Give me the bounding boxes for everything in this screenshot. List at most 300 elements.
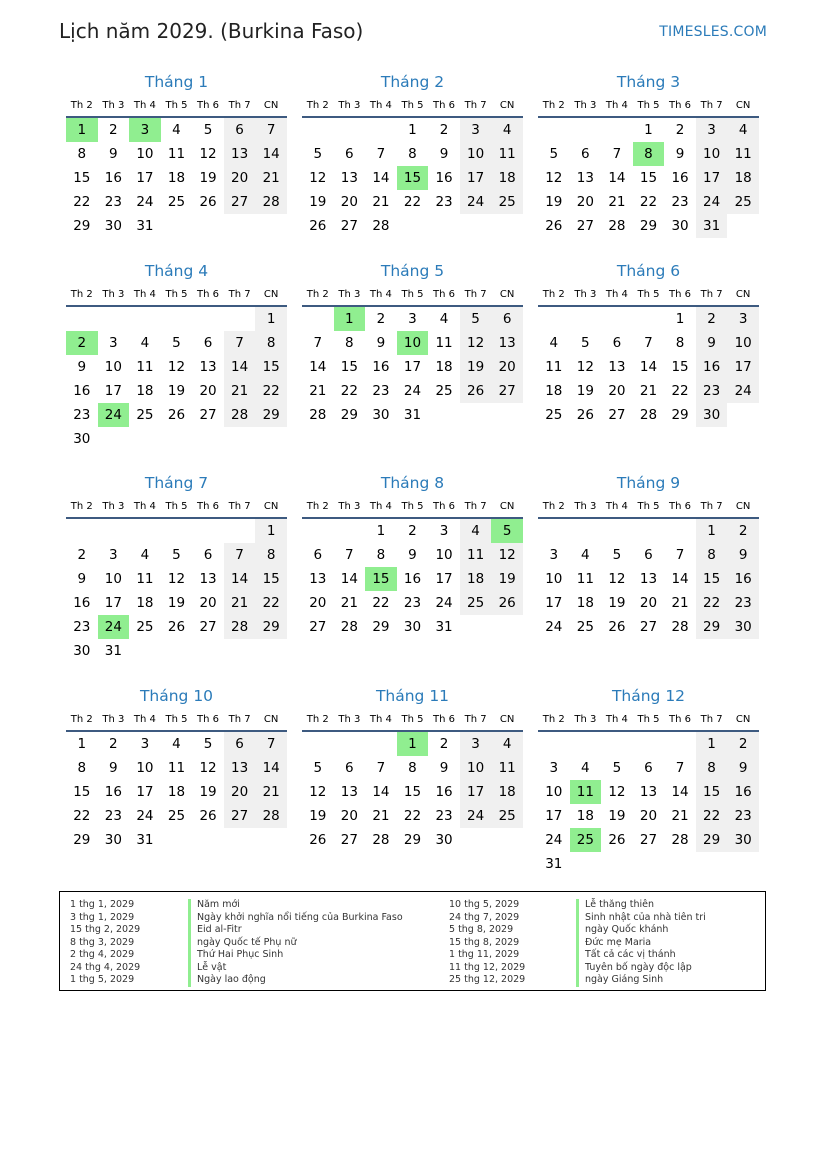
day-cell: 24	[545, 832, 563, 848]
empty-cell	[538, 732, 570, 756]
week-row	[66, 780, 287, 804]
weekend-day: 31	[696, 214, 728, 238]
day-cell: 18	[136, 595, 154, 611]
month-title: Tháng 10	[139, 687, 214, 705]
weekend-day: 15	[255, 567, 287, 591]
day-cell: 1	[376, 523, 386, 539]
weekday-label: Th 6	[433, 100, 456, 111]
day-cell: 13	[199, 571, 217, 587]
weekend-day: 16	[727, 780, 759, 804]
day-cell: 20	[639, 808, 658, 824]
empty-cell	[302, 732, 334, 756]
day-cell: 27	[639, 619, 658, 635]
day-cell: 24	[545, 619, 563, 635]
week-row	[538, 403, 759, 427]
empty-cell	[224, 307, 256, 331]
day-cell: 26	[576, 407, 594, 423]
day-cell: 22	[340, 383, 358, 399]
weekend-day: 4	[491, 118, 523, 142]
week-row	[302, 615, 523, 639]
day-cell: 10	[104, 571, 122, 587]
day-cell: 4	[549, 335, 559, 351]
week-row	[66, 142, 287, 166]
week-row	[66, 331, 287, 355]
holiday-day: 1	[66, 118, 98, 142]
weekend-day: 8	[696, 543, 728, 567]
day-cell: 31	[104, 643, 122, 659]
month-title: Tháng 7	[144, 474, 209, 492]
weekday-header	[302, 710, 523, 732]
week-row	[66, 732, 287, 756]
week-row	[302, 307, 523, 331]
week-row	[538, 142, 759, 166]
day-cell: 22	[73, 808, 91, 824]
day-cell: 30	[435, 832, 453, 848]
week-row	[302, 756, 523, 780]
weekday-label: Th 3	[102, 100, 125, 111]
weekend-day: 3	[727, 307, 759, 331]
day-cell: 4	[172, 122, 181, 138]
weekday-label: Th 4	[133, 714, 156, 725]
weekend-day: 17	[460, 780, 492, 804]
day-cell: 16	[403, 571, 422, 587]
empty-cell	[460, 403, 492, 427]
day-cell: 10	[545, 571, 563, 587]
empty-cell	[302, 519, 334, 543]
day-cell: 28	[309, 407, 327, 423]
empty-cell	[727, 852, 759, 876]
day-cell: 28	[639, 407, 658, 423]
weekend-day: 7	[255, 732, 287, 756]
week-row	[302, 379, 523, 403]
week-row	[302, 567, 523, 591]
day-cell: 5	[203, 736, 213, 752]
weekend-day: 20	[224, 780, 256, 804]
empty-cell	[570, 307, 602, 331]
day-cell: 12	[199, 760, 217, 776]
weekend-day: 11	[727, 142, 759, 166]
weekend-day: 11	[491, 756, 523, 780]
day-cell: 31	[435, 619, 453, 635]
weekday-label: Th 4	[369, 714, 392, 725]
weekday-label: Th 3	[574, 714, 597, 725]
day-cell: 23	[435, 808, 453, 824]
day-cell: 5	[612, 547, 622, 563]
day-cell: 19	[309, 808, 327, 824]
weekday-header	[302, 96, 523, 118]
day-cell: 29	[639, 218, 658, 234]
empty-cell	[224, 519, 256, 543]
weekday-label: Th 6	[669, 714, 692, 725]
weekend-day: 1	[255, 307, 287, 331]
day-cell: 30	[372, 407, 390, 423]
day-cell: 26	[608, 832, 626, 848]
empty-cell	[538, 307, 570, 331]
day-cell: 17	[136, 784, 154, 800]
weekend-day: 8	[696, 756, 728, 780]
empty-cell	[302, 118, 334, 142]
weekend-day: 17	[696, 166, 728, 190]
legend-holiday-name: Lễ vật	[188, 962, 403, 975]
week-row	[538, 214, 759, 238]
day-cell: 11	[545, 359, 563, 375]
empty-cell	[255, 427, 287, 451]
legend-dates-left	[70, 899, 140, 987]
empty-cell	[161, 828, 193, 852]
weekend-day: 21	[255, 780, 287, 804]
weekend-day: 16	[727, 567, 759, 591]
empty-cell	[98, 519, 130, 543]
weekend-day: 14	[255, 756, 287, 780]
day-cell: 7	[675, 547, 685, 563]
empty-cell	[192, 307, 224, 331]
weekend-day: 11	[460, 543, 492, 567]
week-row	[538, 118, 759, 142]
day-cell: 9	[77, 571, 87, 587]
weekend-day: 20	[224, 166, 256, 190]
day-cell: 8	[675, 335, 685, 351]
weekday-label: Th 2	[306, 289, 329, 300]
weekday-label: Th 3	[102, 501, 125, 512]
empty-cell	[664, 519, 696, 543]
weekend-day: 8	[255, 543, 287, 567]
day-cell: 25	[167, 194, 186, 210]
day-cell: 5	[172, 547, 181, 563]
holiday-day: 8	[633, 142, 665, 166]
weekend-day: 17	[460, 166, 492, 190]
weekday-label: Th 4	[133, 501, 156, 512]
week-row	[66, 355, 287, 379]
weekend-day: 29	[696, 828, 728, 852]
week-row	[302, 403, 523, 427]
day-cell: 27	[340, 832, 358, 848]
week-row	[66, 828, 287, 852]
weekday-label: Th 2	[70, 289, 93, 300]
legend-holiday-name: Lễ thăng thiên	[576, 899, 706, 912]
weekend-day: 28	[224, 403, 256, 427]
day-cell: 18	[136, 383, 154, 399]
day-cell: 16	[435, 170, 453, 186]
day-cell: 16	[73, 595, 91, 611]
day-cell: 3	[549, 547, 559, 563]
month-title: Tháng 1	[144, 73, 209, 91]
week-row	[302, 543, 523, 567]
empty-cell	[161, 639, 193, 663]
weekend-day: 10	[460, 142, 492, 166]
empty-cell	[491, 403, 523, 427]
week-row	[66, 214, 287, 238]
legend-holiday-name: ngày Quốc tế Phụ nữ	[188, 937, 403, 950]
empty-cell	[66, 519, 98, 543]
day-cell: 13	[340, 170, 358, 186]
week-row	[66, 379, 287, 403]
day-cell: 26	[199, 194, 217, 210]
week-row	[66, 639, 287, 663]
empty-cell	[570, 118, 602, 142]
legend-date: 25 thg 12, 2029	[449, 974, 526, 985]
day-cell: 10	[104, 359, 122, 375]
weekend-day: 27	[491, 379, 523, 403]
day-cell: 19	[309, 194, 327, 210]
day-cell: 6	[612, 335, 622, 351]
weekend-day: 28	[224, 615, 256, 639]
legend-dates-right	[449, 899, 525, 987]
day-cell: 14	[372, 784, 390, 800]
day-cell: 13	[576, 170, 594, 186]
day-cell: 2	[439, 122, 449, 138]
day-cell: 21	[340, 595, 358, 611]
week-row	[538, 756, 759, 780]
weekend-day: 24	[460, 190, 492, 214]
day-cell: 21	[671, 808, 689, 824]
weekday-label: Th 3	[102, 289, 125, 300]
day-cell: 15	[73, 784, 91, 800]
weekday-label: Th 3	[574, 501, 597, 512]
week-row	[538, 519, 759, 543]
day-cell: 25	[545, 407, 563, 423]
day-cell: 21	[608, 194, 626, 210]
empty-cell	[601, 852, 633, 876]
day-cell: 24	[403, 383, 422, 399]
day-cell: 16	[671, 170, 689, 186]
week-row	[302, 828, 523, 852]
weekday-label: Th 3	[102, 714, 125, 725]
day-cell: 22	[403, 194, 422, 210]
week-row	[538, 732, 759, 756]
holiday-day: 25	[570, 828, 602, 852]
month-5	[302, 260, 523, 427]
day-cell: 8	[77, 146, 87, 162]
weekday-label: Th 4	[369, 289, 392, 300]
weekday-label: Th 5	[637, 289, 660, 300]
weekday-label: CN	[499, 714, 515, 725]
day-cell: 20	[199, 595, 217, 611]
week-row	[66, 403, 287, 427]
week-row	[66, 543, 287, 567]
weekend-day: 14	[224, 567, 256, 591]
month-title: Tháng 9	[616, 474, 681, 492]
weekday-label: Th 4	[605, 100, 628, 111]
weekend-day: 10	[460, 756, 492, 780]
empty-cell	[334, 118, 366, 142]
day-cell: 9	[439, 146, 449, 162]
day-cell: 20	[309, 595, 327, 611]
weekend-day: 18	[491, 780, 523, 804]
day-cell: 29	[73, 218, 91, 234]
day-cell: 5	[203, 122, 213, 138]
weekday-header	[538, 96, 759, 118]
day-cell: 14	[639, 359, 658, 375]
day-cell: 13	[608, 359, 626, 375]
week-row	[302, 355, 523, 379]
empty-cell	[129, 519, 161, 543]
day-cell: 21	[639, 383, 658, 399]
day-cell: 30	[403, 619, 422, 635]
empty-cell	[460, 214, 492, 238]
day-cell: 25	[435, 383, 453, 399]
day-cell: 5	[549, 146, 559, 162]
weekend-day: 27	[224, 804, 256, 828]
week-row	[302, 331, 523, 355]
weekend-day: 22	[255, 379, 287, 403]
day-cell: 16	[104, 784, 122, 800]
day-cell: 2	[109, 736, 118, 752]
empty-cell	[460, 615, 492, 639]
weekend-day: 6	[491, 307, 523, 331]
week-row	[302, 166, 523, 190]
page-title: Lịch năm 2029. (Burkina Faso)	[59, 19, 364, 43]
empty-cell	[255, 214, 287, 238]
day-cell: 28	[671, 619, 689, 635]
day-cell: 23	[73, 619, 91, 635]
holiday-day: 1	[334, 307, 366, 331]
weekday-label: Th 6	[669, 289, 692, 300]
day-cell: 4	[581, 760, 590, 776]
day-cell: 14	[309, 359, 327, 375]
empty-cell	[224, 828, 256, 852]
weekend-day: 30	[696, 403, 728, 427]
day-cell: 19	[545, 194, 563, 210]
week-row	[302, 118, 523, 142]
weekend-day: 19	[491, 567, 523, 591]
day-cell: 30	[73, 431, 91, 447]
day-cell: 15	[73, 170, 91, 186]
weekday-label: CN	[735, 100, 751, 111]
week-row	[66, 615, 287, 639]
day-cell: 12	[608, 784, 626, 800]
weekday-label: Th 3	[574, 289, 597, 300]
empty-cell	[601, 307, 633, 331]
day-cell: 29	[403, 832, 422, 848]
empty-cell	[601, 519, 633, 543]
brand-link[interactable]: TIMESLES.COM	[659, 24, 767, 40]
weekend-day: 7	[224, 543, 256, 567]
day-cell: 29	[372, 619, 390, 635]
weekday-label: Th 5	[637, 501, 660, 512]
day-cell: 25	[136, 407, 154, 423]
weekend-day: 6	[224, 118, 256, 142]
day-cell: 13	[309, 571, 327, 587]
day-cell: 23	[435, 194, 453, 210]
day-cell: 25	[136, 619, 154, 635]
weekend-day: 2	[727, 519, 759, 543]
weekday-label: CN	[735, 501, 751, 512]
week-row	[538, 780, 759, 804]
weekday-label: CN	[263, 100, 279, 111]
week-row	[538, 331, 759, 355]
day-cell: 26	[309, 218, 327, 234]
weekend-day: 21	[224, 379, 256, 403]
legend-date: 24 thg 7, 2029	[449, 911, 520, 923]
weekend-day: 17	[727, 355, 759, 379]
month-6	[538, 260, 759, 427]
empty-cell	[633, 852, 665, 876]
month-10	[66, 685, 287, 852]
day-cell: 31	[136, 218, 154, 234]
day-cell: 7	[644, 335, 653, 351]
weekday-label: Th 7	[700, 289, 723, 300]
day-cell: 3	[549, 760, 559, 776]
day-cell: 6	[345, 760, 354, 776]
weekend-day: 25	[460, 591, 492, 615]
day-cell: 10	[435, 547, 453, 563]
weekend-day: 2	[696, 307, 728, 331]
empty-cell	[570, 732, 602, 756]
day-cell: 6	[581, 146, 590, 162]
weekend-day: 22	[696, 804, 728, 828]
day-cell: 17	[545, 595, 563, 611]
day-cell: 29	[671, 407, 689, 423]
month-12	[538, 685, 759, 876]
day-cell: 18	[435, 359, 453, 375]
weekday-label: Th 6	[197, 714, 220, 725]
week-row	[538, 379, 759, 403]
holiday-day: 10	[397, 331, 429, 355]
weekday-label: Th 6	[197, 289, 220, 300]
weekend-day: 2	[727, 732, 759, 756]
empty-cell	[224, 427, 256, 451]
weekday-label: Th 7	[464, 501, 487, 512]
day-cell: 12	[167, 571, 186, 587]
weekend-day: 1	[255, 519, 287, 543]
weekend-day: 26	[491, 591, 523, 615]
empty-cell	[129, 307, 161, 331]
legend-date: 5 thg 8, 2029	[449, 924, 514, 935]
week-row	[302, 804, 523, 828]
weekday-header	[302, 285, 523, 307]
day-cell: 14	[608, 170, 626, 186]
day-cell: 11	[136, 571, 154, 587]
day-cell: 29	[73, 832, 91, 848]
day-cell: 20	[340, 808, 358, 824]
day-cell: 13	[639, 571, 658, 587]
day-cell: 17	[136, 170, 154, 186]
legend-holiday-name: Sinh nhật của nhà tiên tri	[576, 912, 706, 925]
empty-cell	[224, 639, 256, 663]
legend-holiday-name: Năm mới	[188, 899, 403, 912]
weekday-label: CN	[499, 100, 515, 111]
day-cell: 17	[403, 359, 422, 375]
day-cell: 11	[167, 760, 186, 776]
weekend-day: 18	[491, 166, 523, 190]
weekday-label: Th 6	[197, 501, 220, 512]
weekday-label: Th 7	[700, 714, 723, 725]
weekend-day: 23	[727, 804, 759, 828]
weekday-label: CN	[735, 289, 751, 300]
weekend-day: 13	[224, 756, 256, 780]
day-cell: 24	[136, 194, 154, 210]
weekend-day: 25	[491, 190, 523, 214]
weekday-label: Th 4	[133, 100, 156, 111]
day-cell: 31	[545, 856, 563, 872]
day-cell: 23	[104, 194, 122, 210]
day-cell: 4	[172, 736, 181, 752]
weekend-day: 19	[460, 355, 492, 379]
weekend-day: 8	[255, 331, 287, 355]
day-cell: 3	[408, 311, 417, 327]
day-cell: 1	[408, 122, 417, 138]
weekend-day: 28	[255, 190, 287, 214]
day-cell: 14	[340, 571, 358, 587]
day-cell: 8	[408, 760, 417, 776]
legend-holiday-name: Tất cả các vị thánh	[576, 949, 706, 962]
day-cell: 18	[167, 784, 186, 800]
day-cell: 27	[340, 218, 358, 234]
weekday-label: Th 7	[464, 714, 487, 725]
weekday-header	[302, 497, 523, 519]
weekend-day: 30	[727, 828, 759, 852]
weekend-day: 24	[460, 804, 492, 828]
